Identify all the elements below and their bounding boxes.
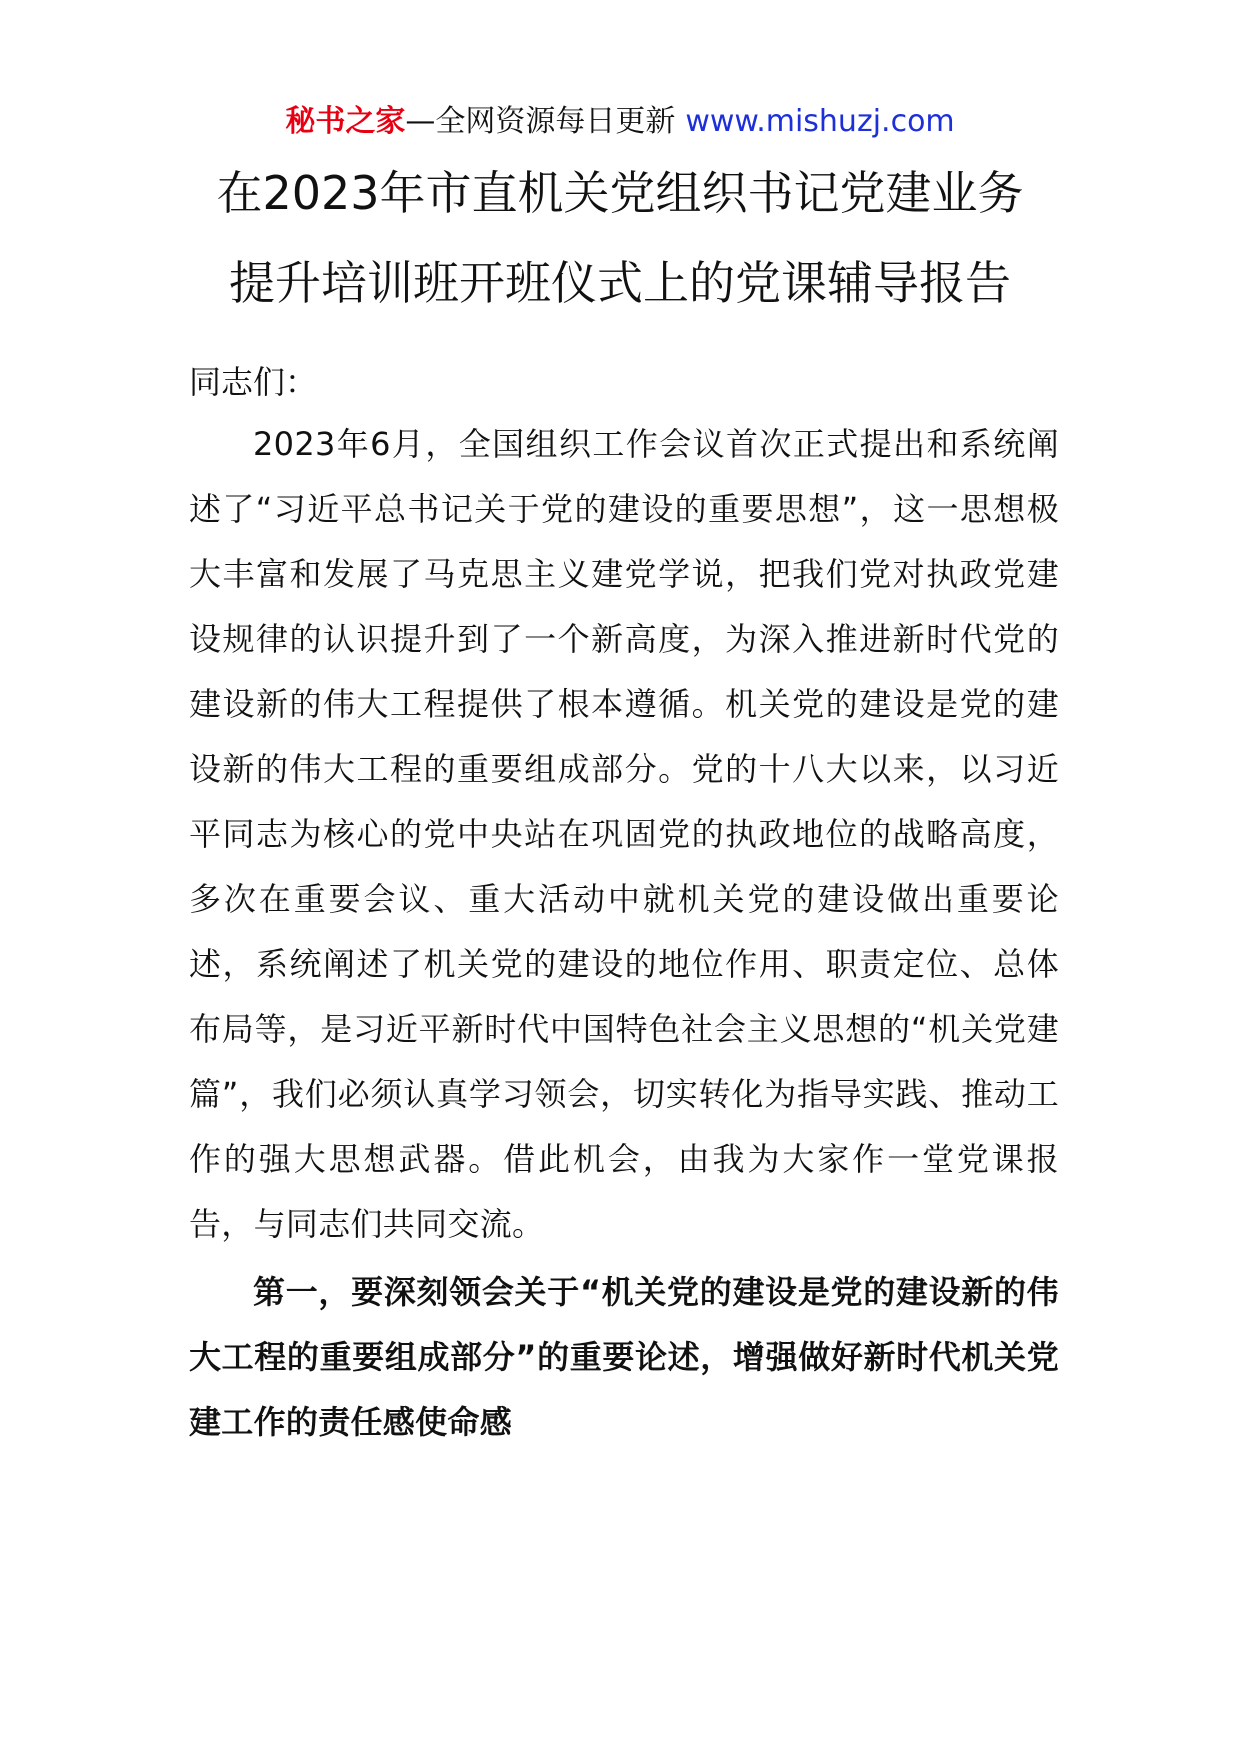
document-title-line-2: 提升培训班开班仪式上的党课辅导报告 [229,256,1011,310]
body-paragraph-1: 2023年6月，全国组织工作会议首次正式提出和系统阐述了“习近平总书记关于党的建设的重要思想”，这一思想极大丰富和发展了马克思主义建党学说，把我们党对执政党建设规律的认识提升到了一个新高度，为深入推进新时代党的建设新的伟大工程提供了根本遵循。机关党的建设是党的建设新的伟大工程的重要组成部分。党的十八大以来，以习近平同志为核心的党中央站在巩固党的执政地位的战略高度，多次在重要会议、重大活动中就机关党的建设做出重要论述，系统阐述了机关党的建设的地位作用、职责定位、总体布局等，是习近平新时代中国特色社会主义思想的“机关党建篇”，我们必须认真学习领会，切实转化为指导实践、推动工作的强大思想武器。借此机会，由我为大家作一堂党课报告，与同志们共同交流。 [189,425,1059,1243]
site-url-link[interactable]: www.mishuzj.com [685,104,955,139]
site-header [0,102,1240,142]
brand-name: 秘书之家 [285,104,406,139]
salutation: 同志们： [189,363,318,401]
document-body [189,352,1059,1455]
header-tagline: —全网资源每日更新 [405,104,676,139]
document-title-line-1: 在2023年市直机关党组织书记党建业务 [216,166,1024,220]
section-heading-1: 第一，要深刻领会关于“机关党的建设是党的建设新的伟大工程的重要组成部分”的重要论述，增强做好新时代机关党建工作的责任感使命感 [189,1273,1059,1441]
